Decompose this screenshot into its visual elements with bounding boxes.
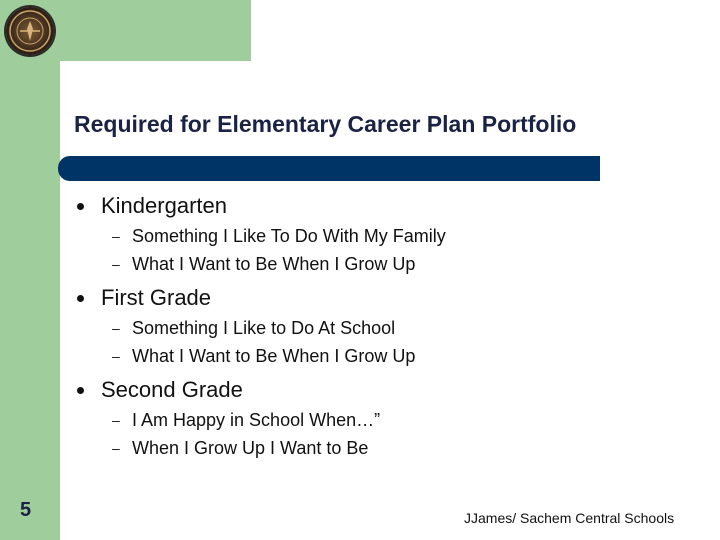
grade-second: Second Grade — [101, 377, 243, 402]
list-item: When I Grow Up I Want to Be — [132, 438, 369, 458]
dash-icon: – — [112, 348, 120, 364]
list-item: What I Want to Be When I Grow Up — [132, 254, 416, 274]
bullet-icon — [77, 295, 84, 302]
grade-kindergarten: Kindergarten — [101, 193, 227, 218]
list-item: What I Want to Be When I Grow Up — [132, 346, 416, 366]
list-item: I Am Happy in School When…” — [132, 410, 381, 430]
school-seal-icon — [6, 7, 54, 55]
title-underline-bar — [58, 156, 600, 181]
footer-credit: JJames/ Sachem Central Schools — [464, 510, 675, 526]
frame-left-bar — [0, 61, 60, 540]
slide-title: Required for Elementary Career Plan Portfolio — [74, 111, 577, 137]
dash-icon: – — [112, 256, 120, 272]
dash-icon: – — [112, 320, 120, 336]
bullet-icon — [77, 203, 84, 210]
dash-icon: – — [112, 440, 120, 456]
dash-icon: – — [112, 412, 120, 428]
page-number: 5 — [20, 499, 32, 521]
grade-first: First Grade — [101, 285, 212, 310]
list-item: Something I Like To Do With My Family — [132, 226, 446, 246]
list-item: Something I Like to Do At School — [132, 318, 396, 338]
bullet-icon — [77, 387, 84, 394]
dash-icon: – — [112, 228, 120, 244]
